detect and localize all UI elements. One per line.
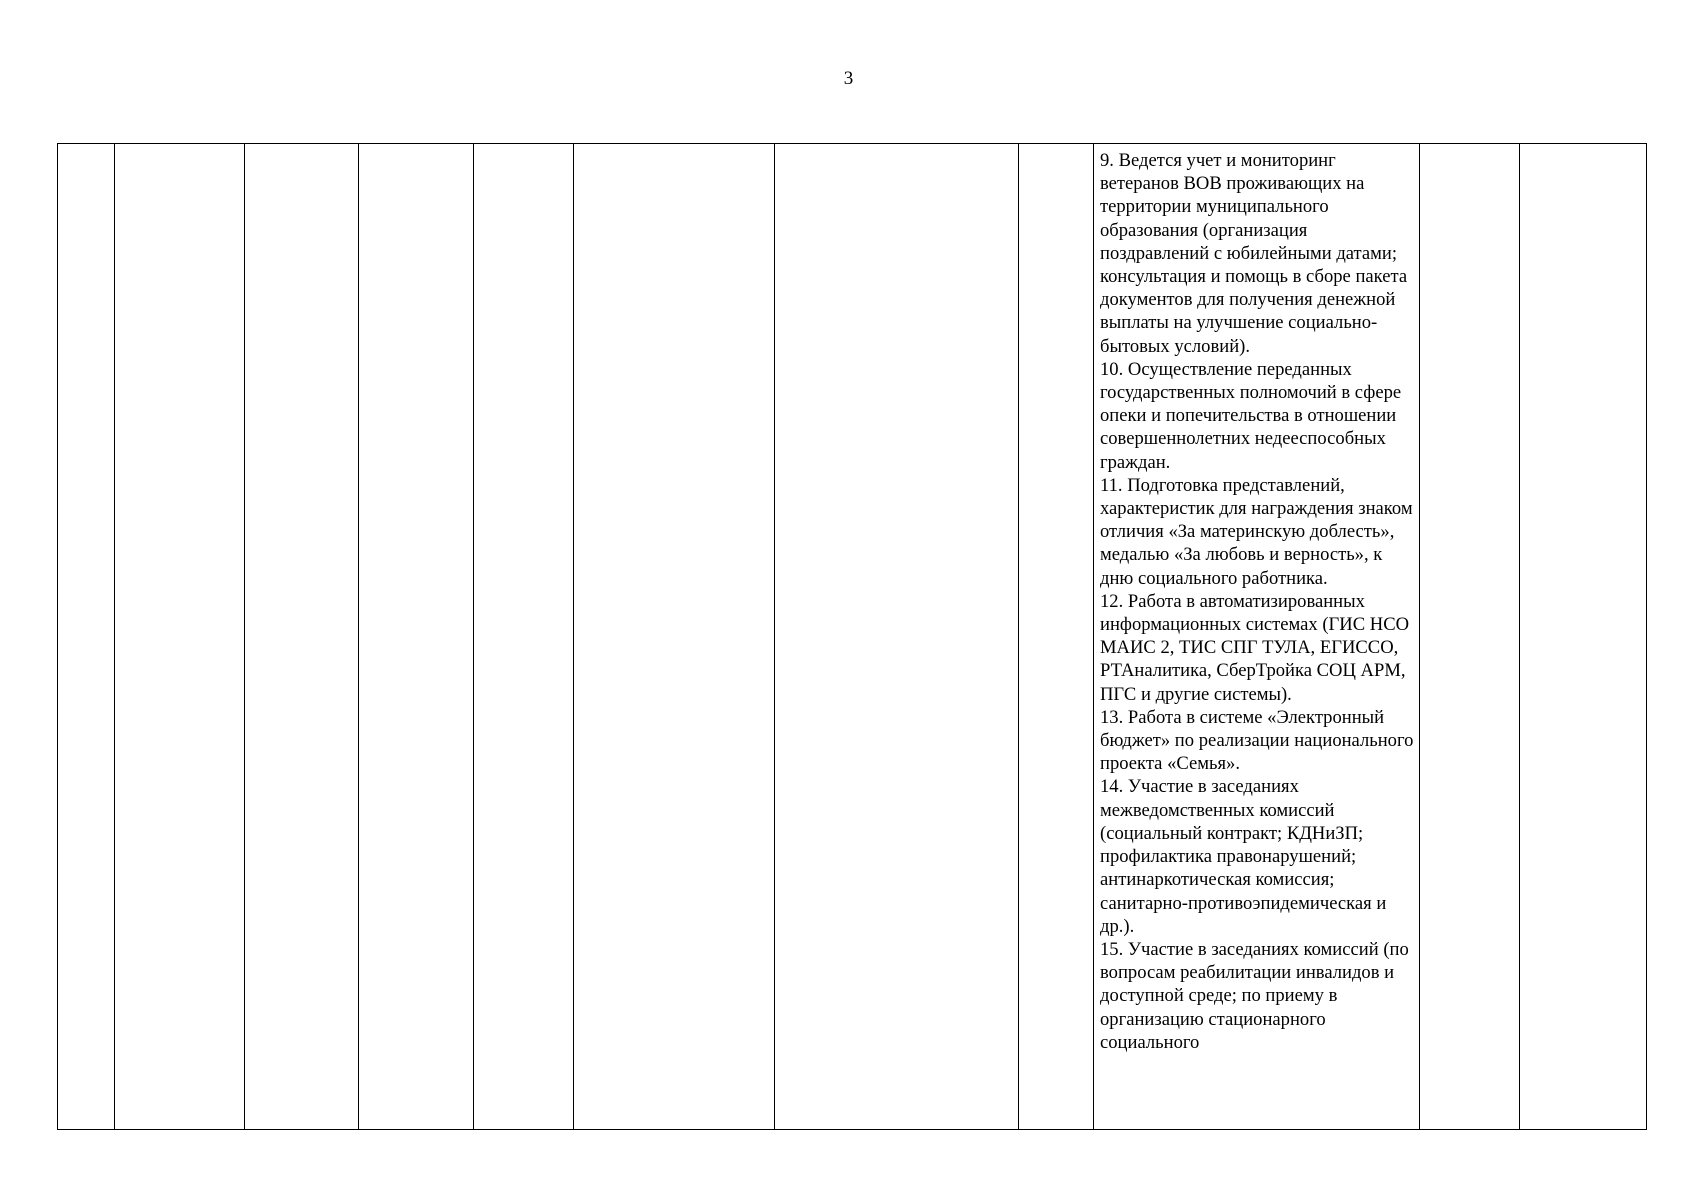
table-row (58, 144, 1647, 1130)
table-cell-6 (574, 144, 775, 1130)
activities-cell (1094, 144, 1420, 1130)
list-item: 11. Подготовка представлений, характеристик для награждения знаком отличия «За материнскую доблесть», медалью «За любовь и верность», к дню социального работника. (1100, 474, 1413, 589)
list-item: 10. Осуществление переданных государственных полномочий в сфере опеки и попечительства в отношении совершеннолетних недееспособных граждан. (1100, 358, 1402, 473)
list-item: 13. Работа в системе «Электронный бюджет» по реализации национального проекта «Семья». (1100, 706, 1414, 775)
list-item: 14. Участие в заседаниях межведомственных комиссий (социальный контракт; КДНиЗП; профилактика правонарушений; антинаркотическая комиссия; санитарно-противоэпидемическая и др.). (1100, 776, 1387, 937)
page-number: 3 (843, 68, 854, 89)
table-cell-8 (1019, 144, 1094, 1130)
document-table (57, 143, 1647, 1130)
list-item: 15. Участие в заседаниях комиссий (по вопросам реабилитации инвалидов и доступной среде; по приему в организацию стационарного социального (1100, 938, 1409, 1053)
table-cell-1 (58, 144, 115, 1130)
table-cell-11 (1520, 144, 1647, 1130)
list-item: 12. Работа в автоматизированных информационных системах (ГИС НСО МАИС 2, ТИС СПГ ТУЛА, ЕГИССО, РТАналитика, СберТройка СОЦ АРМ, ПГС и другие системы). (1100, 590, 1410, 705)
table-cell-5 (474, 144, 574, 1130)
table-cell-4 (359, 144, 474, 1130)
table-cell-2 (115, 144, 245, 1130)
list-item: 9. Ведется учет и мониторинг ветеранов ВОВ проживающих на территории муниципального образования (организация поздравлений с юбилейными датами; консультация и помощь в сборе пакета документов для получения денежной выплаты на улучшение социально-бытовых условий). (1100, 150, 1408, 357)
table-cell-3 (245, 144, 359, 1130)
table-cell-10 (1420, 144, 1520, 1130)
table-cell-7 (775, 144, 1019, 1130)
